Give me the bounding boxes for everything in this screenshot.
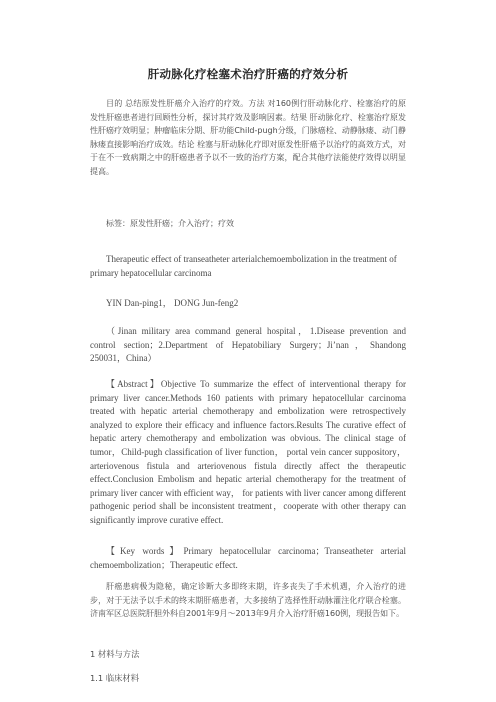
subsection-heading-clinical-materials: 1.1 临床材料: [90, 673, 140, 683]
english-authors: YIN Dan-ping1， DONG Jun-feng2: [106, 298, 239, 308]
introduction-paragraph: 肝癌患病极为隐秘，确定诊断大多即终末期，许多丧失了手术机遇，介入治疗的进步，对于无法予以手术的终末期肝癌患者，大多接纳了选择性肝动脉灌注化疗联合栓塞。济南军区总医院肝胆外科自2001年9月～2013年9月介入治疗肝癌160例，现报告如下。: [90, 582, 406, 619]
english-title: Therapeutic effect of transeatheter arterialchemoembolization in the treatment of primary hepatocellular carcinoma: [90, 254, 397, 278]
english-abstract: 【Abstract】Objective To summarize the effect of interventional therapy for primary liver cancer.Methods 160 patients with primary hepatocellular carcinoma treated with hepatic arterial chemotherapy and embolization were retrospectively analyzed to explore their efficacy and influence factors.Results The curative effect of hepatic artery chemotherapy and embolization was obvious. The clinical stage of tumor，Child-pugh classification of liver function， portal vein cancer suppository，arteriovenous fistula and arteriovenous fistula directly affect the therapeutic effect.Conclusion Embolism and hepatic arterial chemotherapy for the treatment of primary liver cancer with efficient way， for patients with liver cancer among different pathogenic period shall be inconsistent treatment，cooperate with other therapy can significantly improve curative effect.: [90, 379, 406, 525]
english-keywords: 【Key words】Primary hepatocellular carcinoma；Transeatheter arterial chemoembolization；Therapeutic effect.: [90, 546, 406, 570]
chinese-abstract: 目的 总结原发性肝癌介入治疗的疗效。方法 对160例行肝动脉化疗、栓塞治疗的原发性肝癌患者进行回顾性分析，探讨其疗效及影响因素。结果 肝动脉化疗、栓塞治疗原发性肝癌疗效明显；肿瘤临床分期、肝功能Child-pugh分级，门脉癌栓、动静脉瘘、动门静脉瘘直接影响治疗成效。结论 栓塞与肝动脉化疗即对原发性肝癌予以治疗的高效方式，对于在不一致病期之中的肝癌患者予以不一致的治疗方案，配合其他疗法能使疗效得以明显提高。: [90, 99, 406, 176]
paper-title: 肝动脉化疗栓塞术治疗肝癌的疗效分析: [147, 67, 349, 81]
english-affiliation: （Jinan military area command general hospital，1.Disease prevention and control section；2.Department of Hepatobiliary Surgery；Ji’nan，Shandong 250031，China）: [90, 326, 406, 364]
chinese-keywords: 标签：原发性肝癌；介入治疗；疗效: [106, 219, 234, 228]
section-heading-materials-methods: 1 材料与方法: [90, 649, 140, 659]
